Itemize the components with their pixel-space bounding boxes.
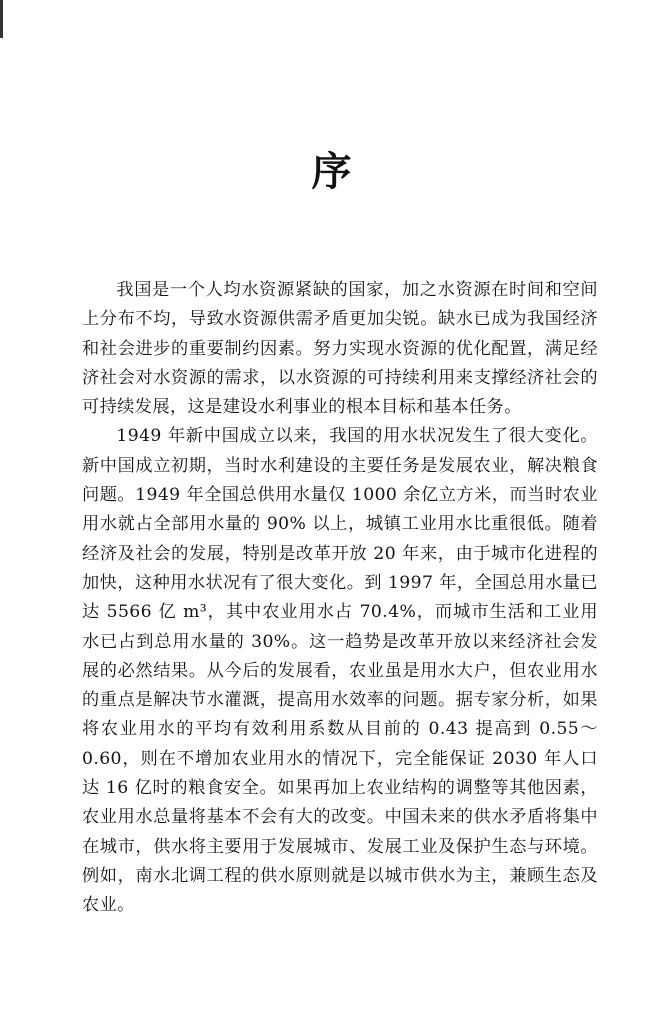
paragraph-2: 1949 年新中国成立以来，我国的用水状况发生了很大变化。新中国成立初期，当时水利建设的主要任务是发展农业，解决粮食问题。1949 年全国总供用水量仅 1000 余亿立方米，而当时农业用水就占全部用水量的 90% 以上，城镇工业用水比重很低。随着经济及社会的发展，特别是改革开放 20 年来，由于城市化进程的加快，这种用水状况有了很大变化。到 1997 年，全国总用水量已达 5566 亿 m³，其中农业用水占 70.4%，而城市生活和工业用水已占到总用水量的 30%。这一趋势是改革开放以来经济社会发展的必然结果。从今后的发展看，农业虽是用水大户，但农业用水的重点是解决节水灌溉，提高用水效率的问题。据专家分析，如果将农业用水的平均有效利用系数从目前的 0.43 提高到 0.55～0.60，则在不增加农业用水的情况下，完全能保证 2030 年人口达 16 亿时的粮食安全。如果再加上农业结构的调整等其他因素，农业用水总量将基本不会有大的改变。中国未来的供水矛盾将集中在城市，供水将主要用于发展城市、发展工业及保护生态与环境。例如，南水北调工程的供水原则就是以城市供水为主，兼顾生态及农业。 bbox=[82, 426, 598, 916]
paragraph-1: 我国是一个人均水资源紧缺的国家，加之水资源在时间和空间上分布不均，导致水资源供需矛盾更加尖锐。缺水已成为我国经济和社会进步的重要制约因素。努力实现水资源的优化配置，满足经济社会对水资源的需求，以水资源的可持续利用来支撑经济社会的可持续发展，这是建设水利事业的根本目标和基本任务。 bbox=[82, 280, 598, 418]
page-edge-mark bbox=[0, 0, 3, 38]
page-title: 序 bbox=[311, 149, 352, 195]
body-text bbox=[82, 276, 598, 921]
